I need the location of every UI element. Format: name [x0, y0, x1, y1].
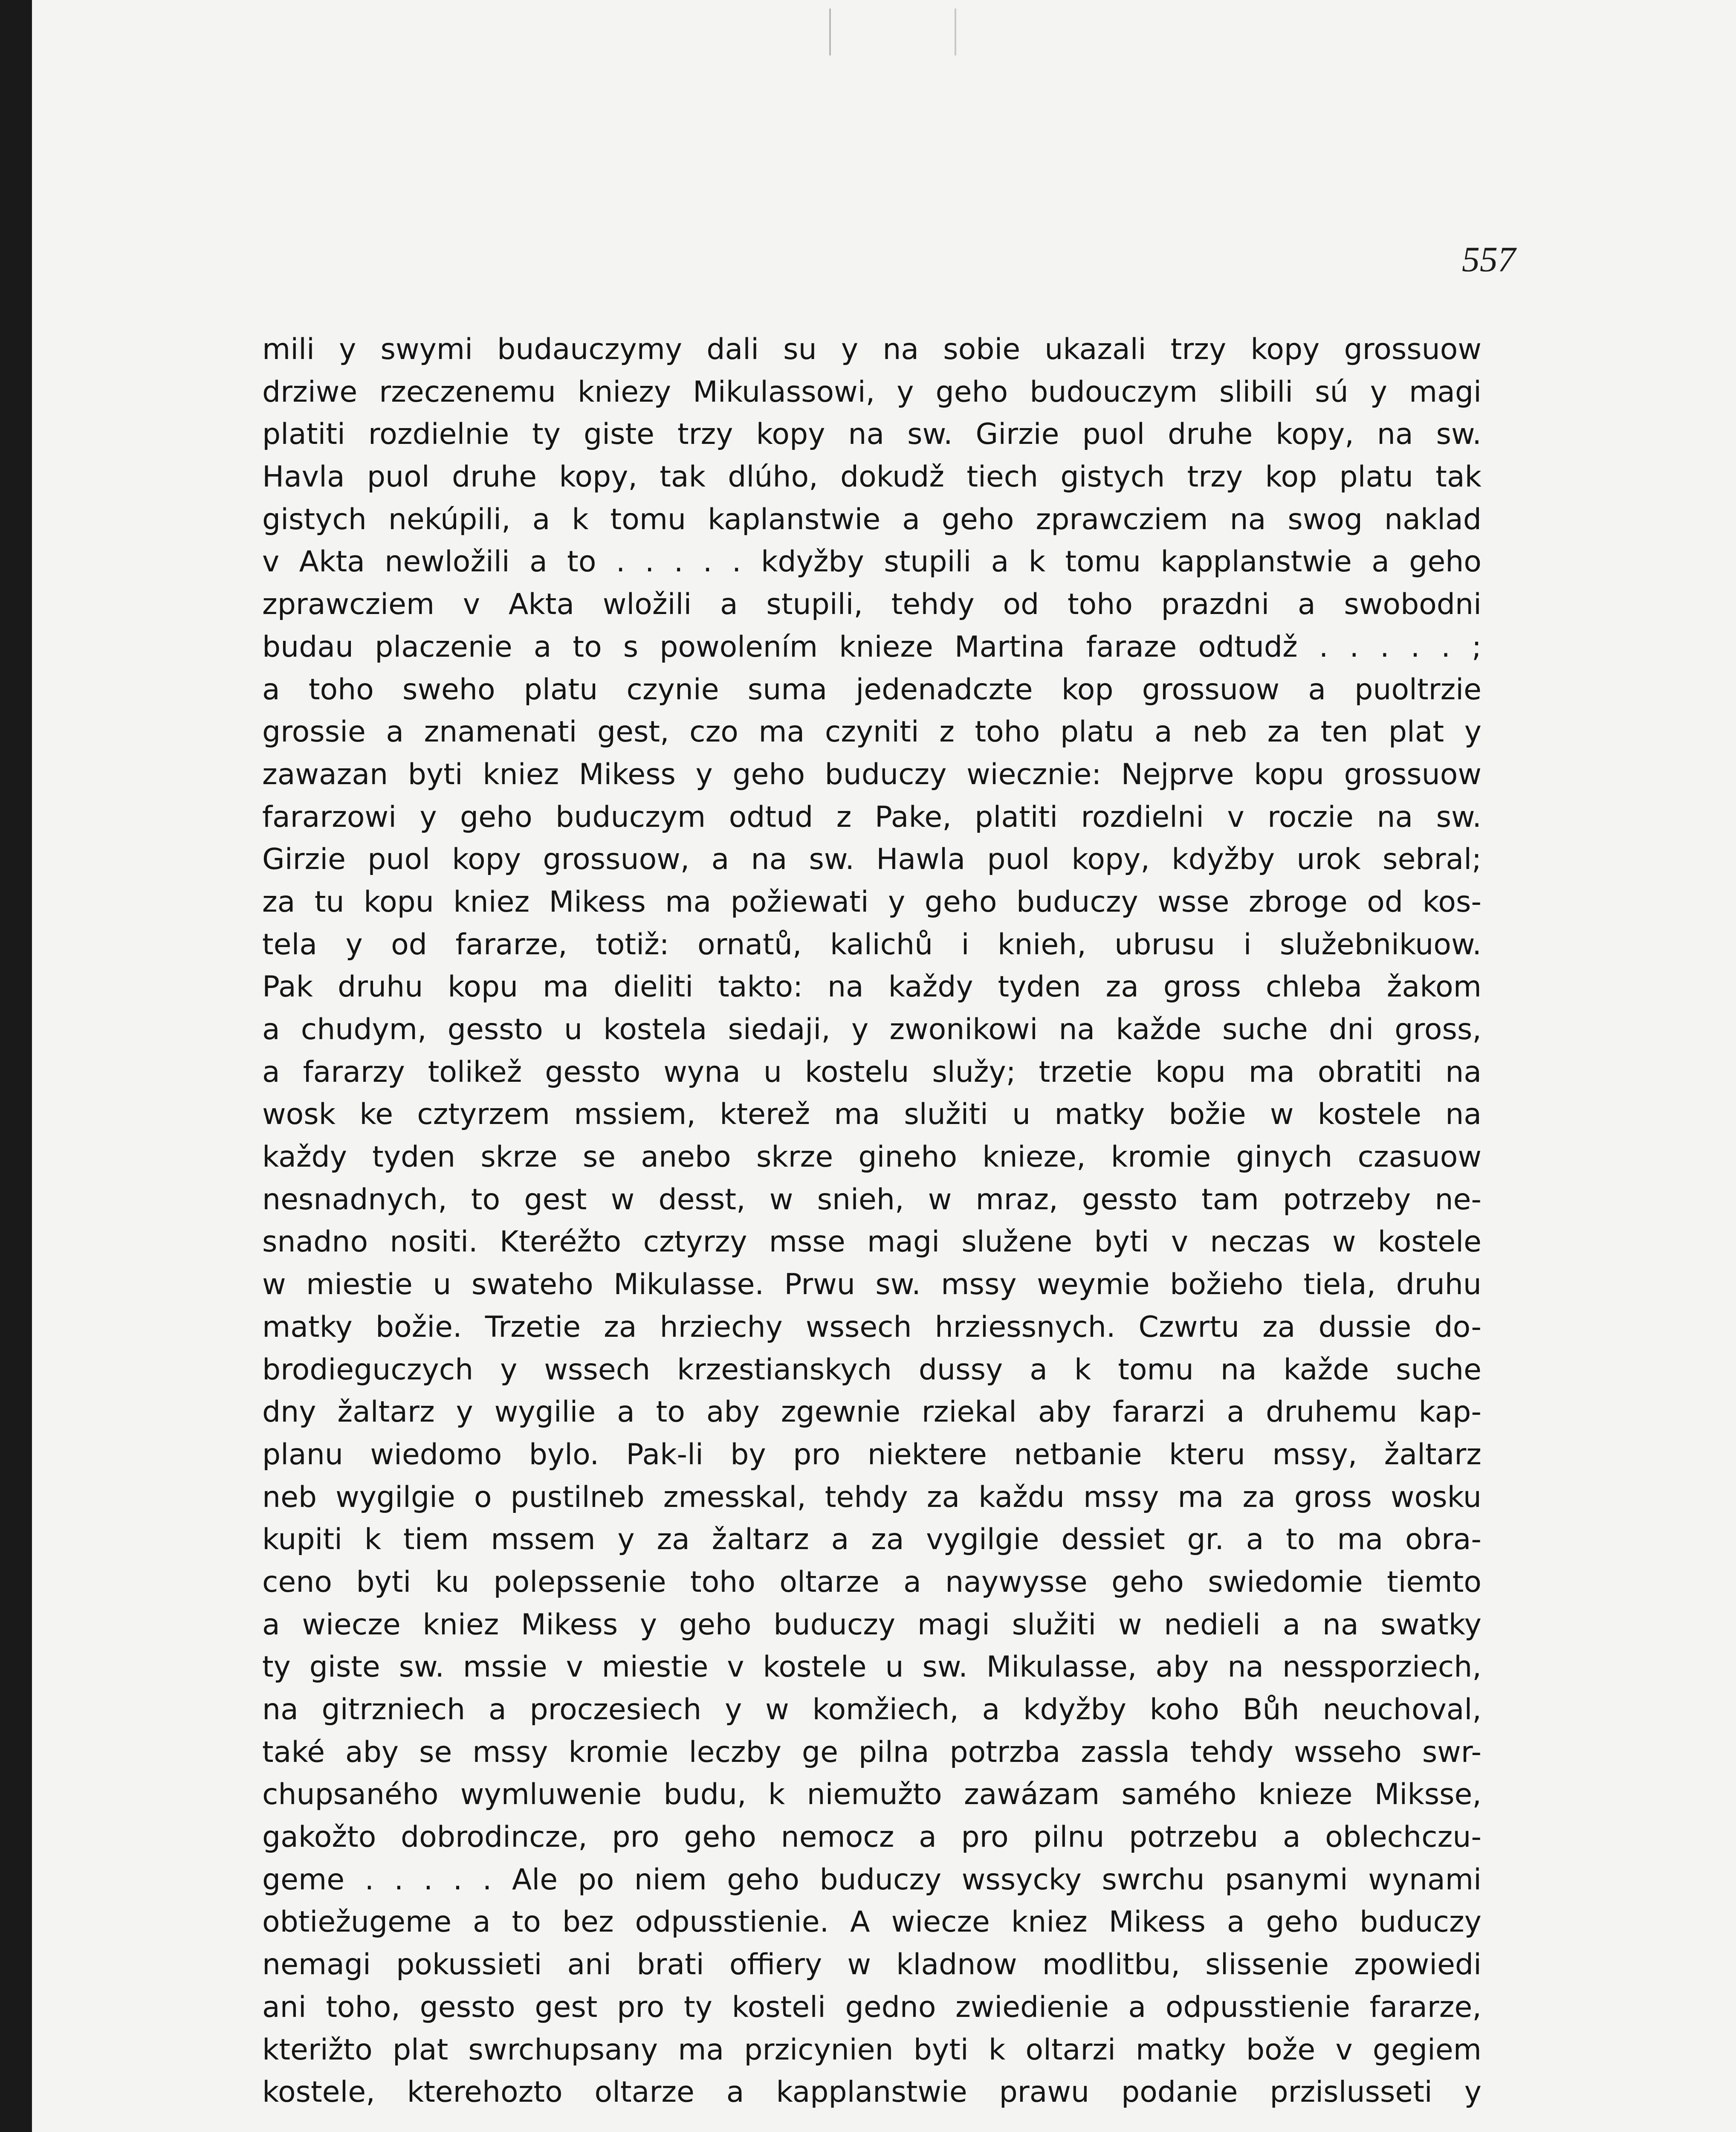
- page-number: 557: [1462, 240, 1516, 279]
- text-line: wosk ke cztyrzem mssiem, kterež ma služiti u matky božie w kostele na: [262, 1098, 1481, 1132]
- text-line: dny žaltarz y wygilie a to aby zgewnie rziekal aby fararzi a druhemu kap-: [262, 1395, 1481, 1429]
- text-line: ani toho, gessto gest pro ty kosteli gedno zwiedienie a odpusstienie fararze,: [262, 1990, 1481, 2024]
- text-line: tela y od fararze, totiž: ornatů, kalichů i knieh, ubrusu i služebnikuow.: [262, 927, 1481, 962]
- text-line: a fararzy tolikež gessto wyna u kostelu služy; trzetie kopu ma obratiti na: [262, 1055, 1481, 1089]
- text-line: planu wiedomo bylo. Pak-li by pro niektere netbanie kteru mssy, žaltarz: [262, 1437, 1481, 1472]
- text-line: fararzowi y geho buduczym odtud z Pake, platiti rozdielni v roczie na sw.: [262, 800, 1481, 834]
- text-line: geme . . . . . Ale po niem geho buduczy wssycky swrchu psanymi wynami: [262, 1863, 1481, 1897]
- text-line: každy tyden skrze se anebo skrze gineho knieze, kromie ginych czasuow: [262, 1140, 1481, 1174]
- text-line: nesnadnych, to gest w desst, w snieh, w mraz, gessto tam potrzeby ne-: [262, 1182, 1481, 1217]
- text-line: a toho sweho platu czynie suma jedenadczte kop grossuow a puoltrzie: [262, 672, 1481, 707]
- scan-artifact: [829, 9, 956, 55]
- text-line: chupsaného wymluwenie budu, k niemužto zawázam samého knieze Miksse,: [262, 1778, 1481, 1812]
- text-line: kterižto plat swrchupsany ma przicynien byti k oltarzi matky bože v gegiem: [262, 2033, 1481, 2067]
- text-line: grossie a znamenati gest, czo ma czyniti z toho platu a neb za ten plat y: [262, 715, 1481, 749]
- text-line: za tu kopu kniez Mikess ma požiewati y geho buduczy wsse zbroge od kos-: [262, 885, 1481, 919]
- text-line: drziwe rzeczenemu kniezy Mikulassowi, y geho budouczym slibili sú y magi: [262, 375, 1481, 409]
- text-line: gistych nekúpili, a k tomu kaplanstwie a geho zprawcziem na swog naklad: [262, 502, 1481, 536]
- text-line: Girzie puol kopy grossuow, a na sw. Hawla puol kopy, kdyžby urok sebral;: [262, 843, 1481, 877]
- text-line: kostele, kterehozto oltarze a kapplanstwie prawu podanie przislusseti y: [262, 2075, 1481, 2109]
- scanned-page: [32, 0, 1736, 2132]
- text-line: platiti rozdielnie ty giste trzy kopy na sw. Girzie puol druhe kopy, na sw.: [262, 417, 1481, 452]
- text-line: a wiecze kniez Mikess y geho buduczy magi služiti w nedieli a na swatky: [262, 1608, 1481, 1642]
- text-line: kupiti k tiem mssem y za žaltarz a za vygilgie dessiet gr. a to ma obra-: [262, 1523, 1481, 1557]
- text-line: w miestie u swateho Mikulasse. Prwu sw. mssy weymie božieho tiela, druhu: [262, 1268, 1481, 1302]
- text-line: obtiežugeme a to bez odpusstienie. A wiecze kniez Mikess a geho buduczy: [262, 1905, 1481, 1939]
- text-line: zprawcziem v Akta wložili a stupili, tehdy od toho prazdni a swobodni: [262, 588, 1481, 622]
- text-line: na gitrzniech a proczesiech y w komžiech, a kdyžby koho Bůh neuchoval,: [262, 1693, 1481, 1726]
- text-line: mili y swymi budauczymy dali su y na sobie ukazali trzy kopy grossuow: [262, 333, 1481, 366]
- text-line: Havla puol druhe kopy, tak dlúho, dokudž tiech gistych trzy kop platu tak: [262, 460, 1481, 494]
- text-line: také aby se mssy kromie leczby ge pilna potrzba zassla tehdy wsseho swr-: [262, 1735, 1481, 1769]
- text-line: v Akta newložili a to . . . . . kdyžby stupili a k tomu kapplanstwie a geho: [262, 545, 1481, 579]
- text-line: snadno nositi. Kteréžto cztyrzy msse magi služene byti v neczas w kostele: [262, 1225, 1481, 1259]
- text-line: ceno byti ku polepssenie toho oltarze a naywysse geho swiedomie tiemto: [262, 1565, 1481, 1599]
- text-line: zawazan byti kniez Mikess y geho buduczy wiecznie: Nejprve kopu grossuow: [262, 757, 1481, 791]
- text-line: budau placzenie a to s powolením knieze Martina faraze odtudž . . . . . ;: [262, 630, 1481, 664]
- text-line: nemagi pokussieti ani brati offiery w kladnow modlitbu, slissenie zpowiedi: [262, 1948, 1481, 1982]
- text-line: gakožto dobrodincze, pro geho nemocz a pro pilnu potrzebu a oblechczu-: [262, 1820, 1481, 1854]
- body-text: [262, 328, 1481, 2114]
- text-line: a chudym, gessto u kostela siedaji, y zwonikowi na každe suche dni gross,: [262, 1013, 1481, 1046]
- text-line: neb wygilgie o pustilneb zmesskal, tehdy za každu mssy ma za gross wosku: [262, 1480, 1481, 1514]
- text-line: matky božie. Trzetie za hrziechy wssech hrziessnych. Czwrtu za dussie do-: [262, 1310, 1481, 1344]
- text-line: brodieguczych y wssech krzestianskych dussy a k tomu na každe suche: [262, 1353, 1481, 1387]
- text-line: Pak druhu kopu ma dieliti takto: na každy tyden za gross chleba žakom: [262, 970, 1481, 1004]
- text-line: ty giste sw. mssie v miestie v kostele u sw. Mikulasse, aby na nessporziech,: [262, 1650, 1481, 1684]
